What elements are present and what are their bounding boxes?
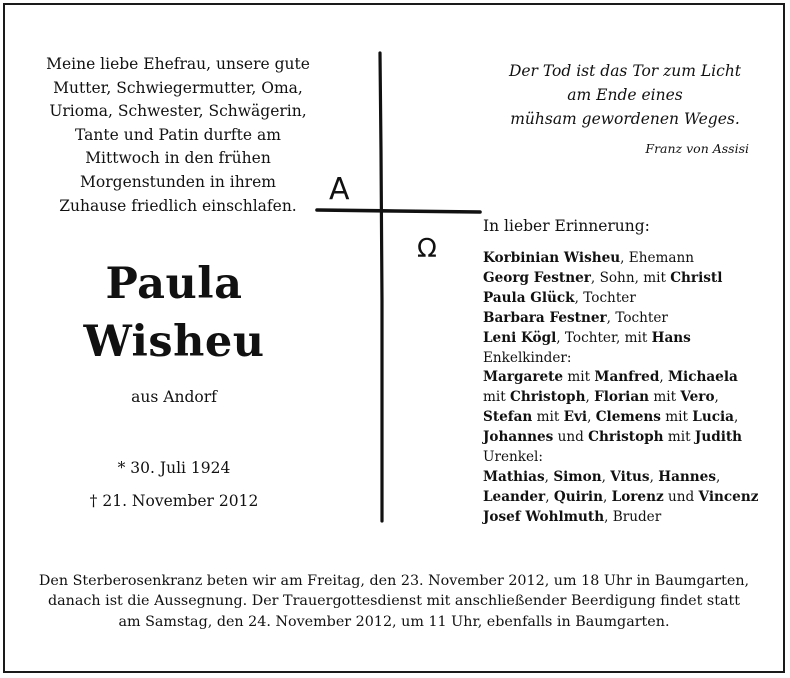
mourner-name: Michaela (667, 369, 738, 386)
mourner-name: Georg Festner (483, 269, 591, 286)
mourner-line (483, 408, 773, 428)
intro-line: Tante und Patin durfte am (75, 125, 281, 144)
mourner-name: Stefan (483, 409, 533, 426)
mourner-name: Josef Wohlmuth (483, 508, 605, 525)
cross-horizontal-beam (317, 210, 480, 212)
mourner-line (483, 368, 773, 388)
intro-line: Mutter, Schwiegermutter, Oma, (53, 78, 303, 97)
memory-title: In lieber Erinnerung: (483, 217, 650, 235)
mourner-text: , Tochter (574, 289, 636, 306)
alpha-symbol: A (329, 172, 350, 207)
mourner-name: Vitus (610, 468, 650, 485)
mourner-line (483, 329, 773, 349)
mourner-text: , (602, 488, 612, 505)
quote-line: mühsam gewordenen Weges. (510, 110, 740, 128)
mourner-text: mit (663, 429, 695, 446)
mourner-line (483, 249, 773, 269)
mourner-name: Vero (680, 389, 715, 406)
mourner-name: Margarete (483, 369, 564, 386)
mourner-line (483, 289, 773, 309)
cross-icon (305, 51, 485, 523)
omega-symbol: Ω (417, 234, 437, 264)
service-info (15, 571, 773, 632)
intro-line: Mittwoch in den frühen (85, 149, 271, 168)
mourner-text: , Sohn, mit (590, 269, 671, 286)
mourner-line (483, 349, 773, 369)
mourner-line (483, 388, 773, 408)
deceased-last-name: Wisheu (83, 317, 265, 367)
mourner-text: , (649, 468, 659, 485)
intro-line: Urioma, Schwester, Schwägerin, (49, 102, 307, 121)
mourner-text: , Bruder (604, 508, 662, 525)
mourner-line (483, 428, 773, 448)
mourner-text: , Tochter, mit (556, 329, 652, 346)
mourner-line (483, 488, 773, 508)
intro-line: Zuhause friedlich einschlafen. (59, 196, 297, 215)
mourner-line (483, 468, 773, 488)
mourner-text: , (544, 468, 554, 485)
death-date: † 21. November 2012 (89, 492, 259, 510)
mourner-text: mit (660, 409, 693, 426)
mourner-line (483, 309, 773, 329)
mourner-name: Leni Kögl (483, 329, 557, 346)
intro-text (27, 53, 329, 218)
mourner-name: Vincenz (698, 488, 759, 505)
mourner-name: Simon (553, 468, 602, 485)
mourner-name: Paula Glück (483, 289, 575, 306)
quote (475, 59, 775, 131)
mourner-line (483, 269, 773, 289)
mourner-text: , (587, 409, 596, 426)
mourner-name: Florian (594, 389, 650, 406)
deceased-first-name: Paula (105, 259, 243, 309)
mourner-text: mit (483, 389, 511, 406)
obituary-notice (3, 3, 785, 673)
mourners-list (483, 249, 773, 528)
mourner-name: Lucia (692, 409, 734, 426)
mourner-name: Mathias (483, 468, 545, 485)
mourner-text: , (545, 488, 554, 505)
mourner-text: und (553, 429, 589, 446)
cross-vertical-beam (380, 53, 382, 521)
service-line: am Samstag, den 24. November 2012, um 11 Uhr, ebenfalls in Baumgarten. (118, 613, 670, 630)
mourner-text: Enkelkinder: (483, 349, 572, 366)
mourner-name: Hannes (658, 468, 716, 485)
mourner-name: Manfred (594, 369, 660, 386)
mourner-name: Barbara Festner (483, 309, 607, 326)
mourner-text: , (601, 468, 611, 485)
mourner-text: , Tochter (606, 309, 668, 326)
deceased-name (45, 255, 303, 371)
mourner-name: Hans (651, 329, 691, 346)
mourner-name: Johannes (483, 429, 554, 446)
mourner-name: Lorenz (611, 488, 664, 505)
service-line: danach ist die Aussegnung. Der Trauergottesdienst mit anschließender Beerdigung findet statt (47, 593, 741, 610)
mourner-text: , (714, 389, 719, 406)
mourner-line (483, 448, 773, 468)
mourner-text: , Ehemann (620, 250, 695, 266)
mourner-name: Christl (670, 269, 723, 286)
quote-author: Franz von Assisi (645, 141, 749, 156)
mourner-name: Christoph (588, 429, 664, 446)
quote-line: Der Tod ist das Tor zum Licht (508, 62, 742, 80)
mourner-text: , (733, 409, 739, 426)
mourner-text: , (659, 369, 668, 386)
mourner-name: Christoph (510, 389, 586, 406)
mourner-text: mit (649, 389, 681, 406)
mourner-name: Clemens (595, 409, 661, 426)
quote-line: am Ende eines (567, 86, 683, 104)
mourner-text: mit (563, 369, 595, 386)
birth-date: * 30. Juli 1924 (117, 459, 231, 477)
intro-line: Morgenstunden in ihrem (80, 172, 276, 191)
mourner-name: Judith (694, 429, 743, 446)
mourner-name: Evi (563, 409, 588, 426)
mourner-text: Urenkel: (483, 449, 543, 466)
mourner-text: , (585, 389, 595, 406)
service-line: Den Sterberosenkranz beten wir am Freitag, den 23. November 2012, um 18 Uhr in Baumgarten, (38, 573, 750, 589)
mourner-text: mit (532, 409, 564, 426)
mourner-name: Korbinian Wisheu (483, 250, 621, 266)
mourner-name: Quirin (553, 488, 603, 505)
intro-line: Meine liebe Ehefrau, unsere gute (46, 55, 310, 73)
mourner-text: und (663, 488, 699, 505)
deceased-origin: aus Andorf (131, 388, 217, 406)
mourner-text: , (715, 468, 721, 485)
mourner-line (483, 508, 773, 528)
mourner-name: Leander (483, 488, 546, 505)
